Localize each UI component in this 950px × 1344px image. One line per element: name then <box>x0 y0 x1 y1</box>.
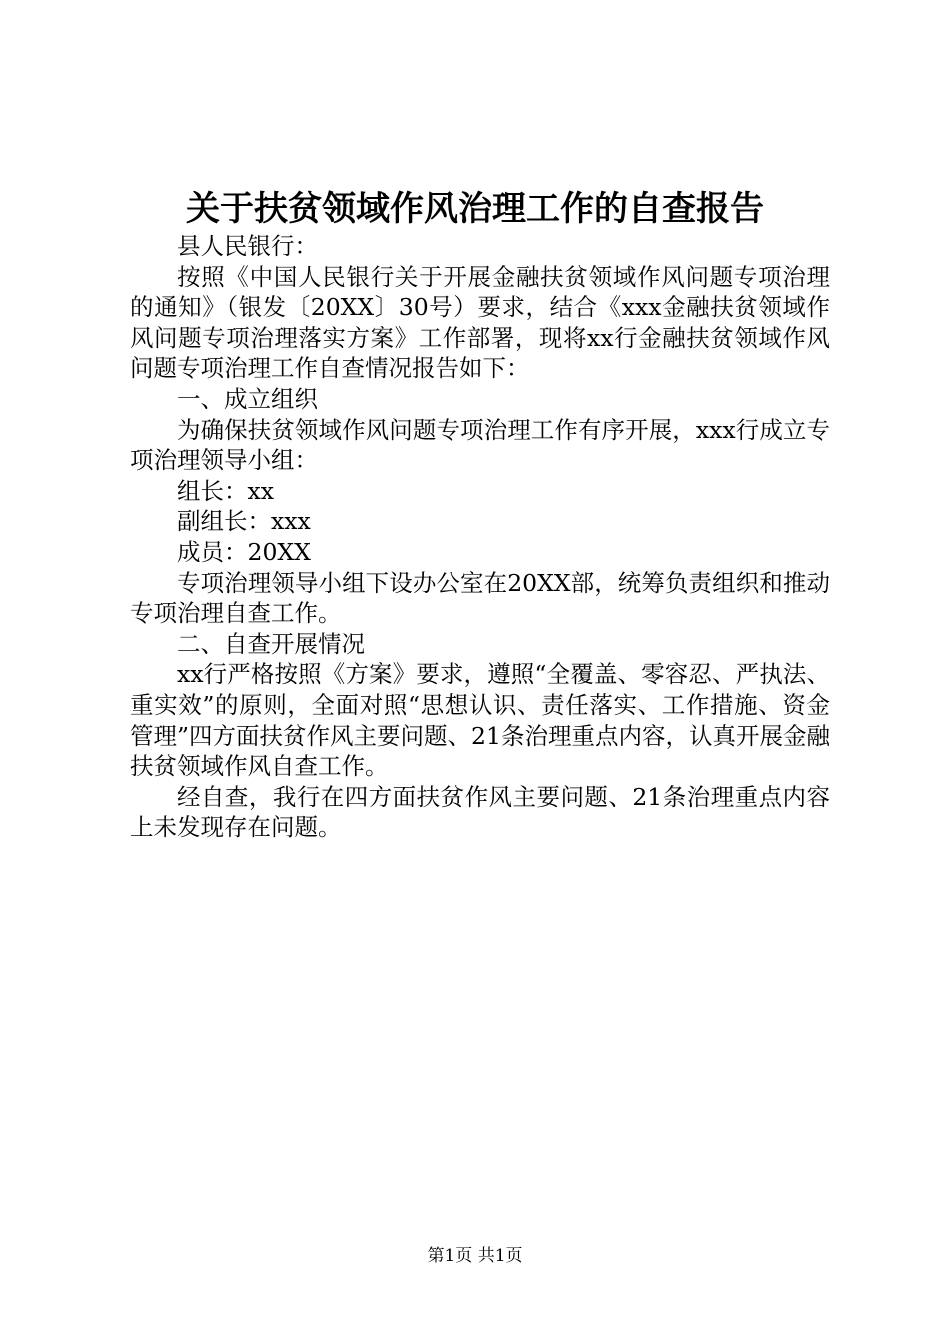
document-body <box>130 231 830 843</box>
paragraph-office: 专项治理领导小组下设办公室在20XX部，统筹负责组织和推动专项治理自查工作。 <box>130 568 830 628</box>
paragraph-conclusion: 经自查，我行在四方面扶贫作风主要问题、21条治理重点内容上未发现存在问题。 <box>130 782 830 842</box>
salutation: 县人民银行： <box>177 232 318 260</box>
section-heading-1: 一、成立组织 <box>177 384 318 413</box>
document-title: 关于扶贫领域作风治理工作的自查报告 <box>186 189 764 229</box>
section-heading-2: 二、自查开展情况 <box>177 629 365 658</box>
member-deputy: 副组长：xxx <box>177 507 311 536</box>
paragraph-selfcheck: xx行严格按照《方案》要求，遵照“全覆盖、零容忍、严执法、重实效”的原则，全面对照“思想认识、责任落实、工作措施、资金管理”四方面扶贫作风主要问题、21条治理重点内容，认真开展金融扶贫领域作风自查工作。 <box>130 660 830 781</box>
paragraph-intro: 按照《中国人民银行关于开展金融扶贫领域作风问题专项治理的通知》（银发〔20XX〕30号）要求，结合《xxx金融扶贫领域作风问题专项治理落实方案》工作部署，现将xx行金融扶贫领域作风问题专项治理工作自查情况报告如下： <box>130 262 830 383</box>
member-leader: 组长：xx <box>177 476 275 505</box>
member-staff: 成员：20XX <box>177 537 311 566</box>
page-footer: 第1页 共1页 <box>427 1246 523 1266</box>
paragraph-organization: 为确保扶贫领域作风问题专项治理工作有序开展，xxx行成立专项治理领导小组： <box>130 415 830 475</box>
